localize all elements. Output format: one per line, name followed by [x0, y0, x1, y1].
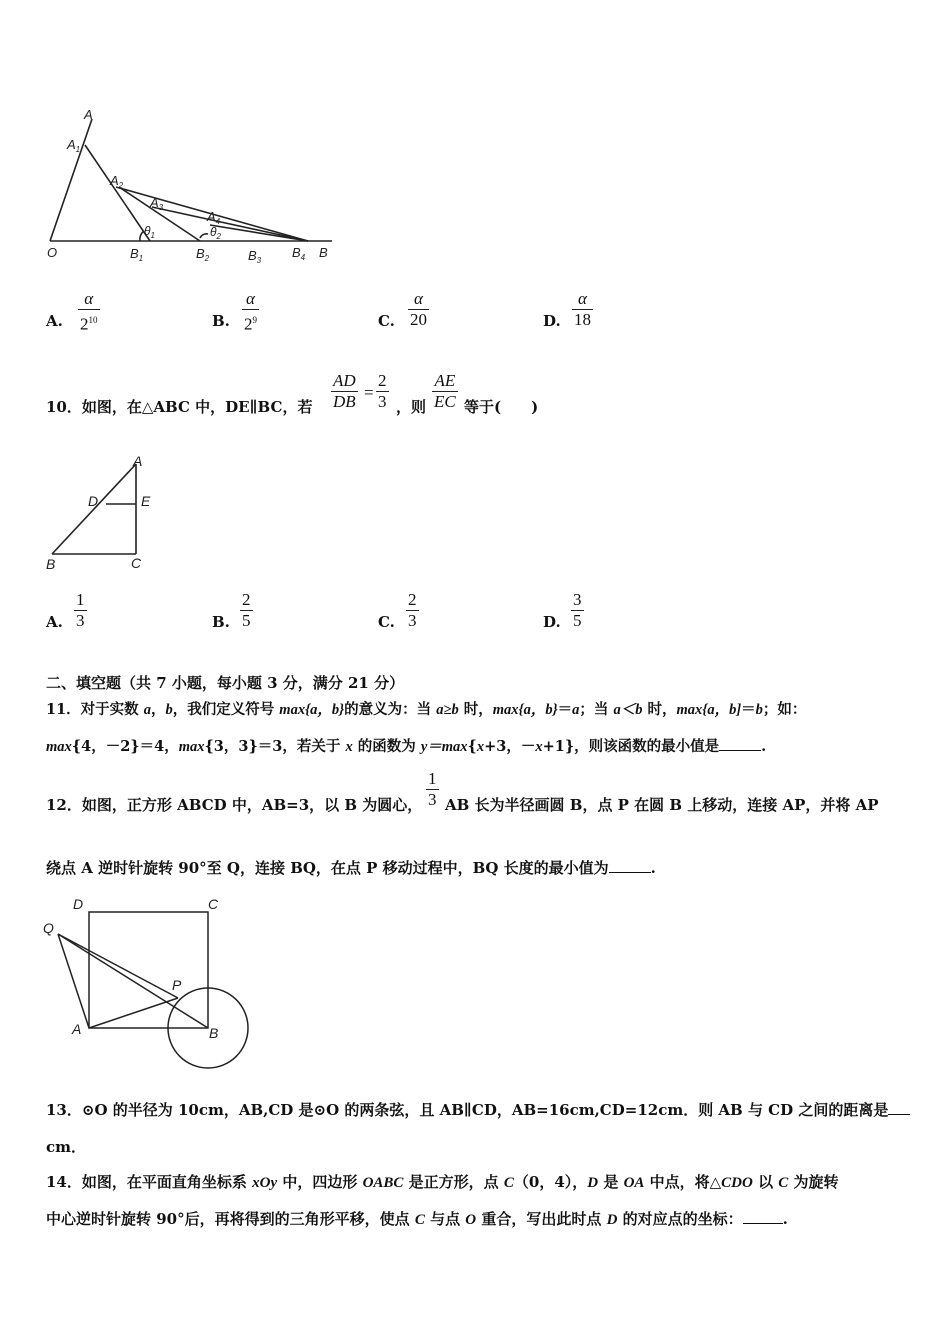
label-A: A [84, 107, 93, 122]
q12-answer-blank[interactable] [609, 872, 651, 873]
q9-option-b-label[interactable]: B. [212, 312, 230, 330]
label-D: D [73, 896, 84, 912]
q10-fraction-2-3: $\frac{2}{3}$ [378, 371, 387, 411]
q13-answer-blank[interactable] [888, 1114, 910, 1115]
figure-q10 [40, 450, 170, 575]
label-O: O [47, 245, 58, 260]
label-B4: $B_4$ [292, 245, 306, 262]
label-A3: $A_3$ [150, 195, 164, 212]
label-B1: $B_1$ [130, 246, 144, 263]
q14-answer-blank[interactable] [743, 1223, 783, 1224]
q9-option-d-fraction: $\frac{\alpha}{18}$ [574, 289, 591, 329]
q9-option-a-label[interactable]: A. [46, 312, 63, 330]
q14-line-2: 中心逆时针旋转 90°后，再将得到的三角形平移，使点 C 与点 O 重合，写出此时点 D 的对应点的坐标： . [46, 1210, 788, 1228]
section-2-heading: 二、填空题（共 7 小题，每小题 3 分，满分 21 分） [46, 674, 405, 692]
q13-line-1: 13．⊙O 的半径为 10cm，AB,CD 是⊙O 的两条弦，且 AB∥CD，AB=16cm,CD=12cm．则 AB 与 CD 之间的距离是 [46, 1099, 910, 1120]
q10-fraction-ae-ec: $\frac{AE}{EC}$ [434, 371, 456, 411]
q10-equals: = [364, 383, 374, 402]
figure-q12 [38, 893, 258, 1073]
figure-q9 [40, 105, 340, 270]
q10-middle: ，则 [396, 398, 427, 416]
q10-prefix: 10．如图，在△ABC 中，DE∥BC，若 [46, 398, 313, 416]
q12-line-1a: 12．如图，正方形 ABCD 中，AB=3，以 B 为圆心， [46, 796, 423, 814]
q10-option-b-label[interactable]: B. [212, 613, 230, 631]
q11-line-2: max{4，－2}＝4，max{3，3}＝3，若关于 x 的函数为 y＝max{x+3，－x+1}，则该函数的最小值是 . [46, 738, 767, 755]
q10-suffix: 等于( ) [464, 398, 539, 416]
label-P: P [172, 977, 182, 993]
q11-answer-blank[interactable] [719, 750, 761, 751]
label-D: D [88, 493, 99, 509]
label-C: C [131, 555, 142, 571]
label-B: B [209, 1025, 219, 1041]
q14-line-1: 14．如图，在平面直角坐标系 xOy 中，四边形 OABC 是正方形，点 C（0，4），D 是 OA 中点，将△CDO 以 C 为旋转 [46, 1173, 839, 1191]
q12-fraction-1-3: $\frac{1}{3}$ [428, 769, 437, 809]
label-Q: Q [43, 920, 54, 936]
square-ABCD [89, 912, 208, 1028]
label-A1: $A_1$ [67, 137, 81, 154]
label-A: A [72, 1021, 82, 1037]
q10-option-a-fraction: $\frac{1}{3}$ [76, 590, 85, 630]
label-B: B [46, 556, 56, 572]
q10-option-b-fraction: $\frac{2}{5}$ [242, 590, 251, 630]
q13-line-2: cm． [46, 1138, 87, 1156]
label-A: A [133, 453, 143, 469]
q12-line-1b: AB 长为半径画圆 B，点 P 在圆 B 上移动，连接 AP，并将 AP [445, 796, 879, 814]
label-E: E [141, 493, 151, 509]
label-C: C [208, 896, 219, 912]
q10-option-d-label[interactable]: D. [543, 613, 561, 631]
q9-option-c-label[interactable]: C. [378, 312, 395, 330]
label-B2: $B_2$ [196, 246, 210, 263]
line-AB [52, 464, 136, 554]
q11-line-1: 11．对于实数 a，b，我们定义符号 max{a，b}的意义为：当 a≥b 时，max{a，b}＝a；当 a＜b 时，max{a，b]＝b；如： [46, 701, 807, 718]
q10-option-c-label[interactable]: C. [378, 613, 395, 631]
q9-option-d-label[interactable]: D. [543, 312, 561, 330]
q10-fraction-ad-db: $\frac{AD}{DB}$ [333, 371, 356, 411]
q12-line-2: 绕点 A 逆时针旋转 90°至 Q，连接 BQ，在点 P 移动过程中，BQ 长度的最小值为 . [46, 859, 656, 877]
label-B3: $B_3$ [248, 248, 262, 265]
angle-theta2-arc [200, 234, 208, 238]
q10-option-c-fraction: $\frac{2}{3}$ [408, 590, 417, 630]
label-A2: $A_2$ [110, 173, 124, 190]
q10-option-a-label[interactable]: A. [46, 613, 63, 631]
label-theta1: $\theta_1$ [144, 224, 155, 240]
q9-option-a-fraction: $\frac{\alpha}{2^{10}}$ [80, 289, 98, 334]
label-A4: $A_4$ [207, 209, 221, 226]
q9-option-b-fraction: $\frac{\alpha}{2^9}$ [244, 289, 257, 334]
label-B: B [319, 245, 328, 260]
label-theta2: $\theta_2$ [210, 225, 221, 241]
line-AP [89, 998, 178, 1028]
q9-option-c-fraction: $\frac{\alpha}{20}$ [410, 289, 427, 329]
q10-option-d-fraction: $\frac{3}{5}$ [573, 590, 582, 630]
